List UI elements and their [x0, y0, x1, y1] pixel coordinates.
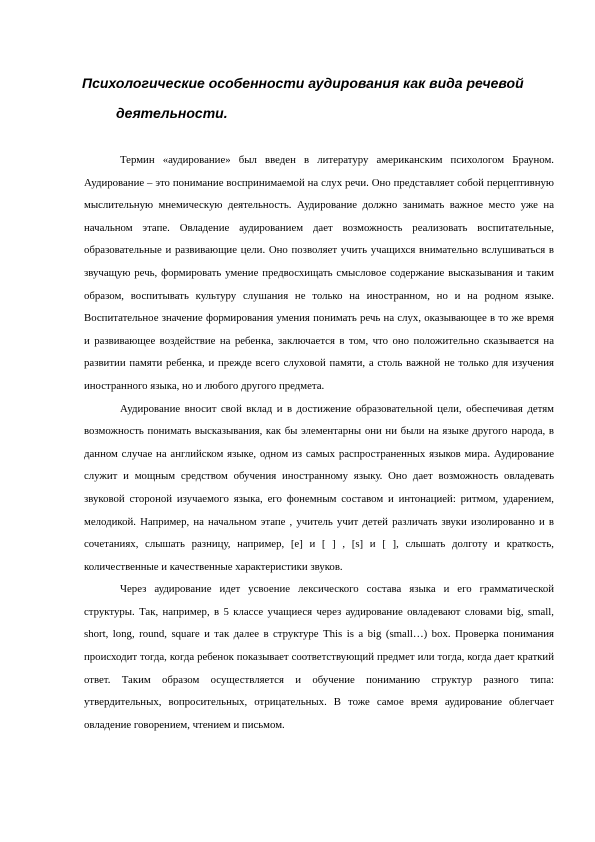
title-line-1: Психологические особенности аудирования как вида речевой — [82, 75, 524, 91]
paragraph-2: Аудирование вносит свой вклад и в достижение образовательной цели, обеспечивая детям возможность понимать высказывания, как бы элементарны они ни были на языке другого народа, в данном случае на английском языке, одном из самых распространенных языков мира. Аудирование служит и мощным средством обучения иностранному языку. Оно дает возможность овладевать звуковой стороной изучаемого языка, его фонемным составом и интонацией: ритмом, ударением, мелодикой. Например, на начальном этапе , учитель учит детей различать звуки изолированно и в сочетаниях, слышать разницу, например, [e] и [ ] , [s] и [ ], слышать долготу и краткость, количественные и качественные характеристики звуков. — [84, 402, 554, 573]
title-line-2: деятельности. — [116, 105, 228, 121]
paragraph-1: Термин «аудирование» был введен в литературу американским психологом Брауном. Аудирование – это понимание воспринимаемой на слух речи. Оно представляет собой перцептивную мыслительную мнемическую деятельность. Аудирование должно занимать важное место уже на начальном этапе. Овладение аудированием дает возможность реализовать воспитательные, образовательные и развивающие цели. Оно позволяет учить учащихся внимательно вслушиваться в звучащую речь, формировать умение предвосхищать смысловое содержание высказывания и таким образом, воспитывать культуру слушания не только на иностранном, но и на родном языке. Воспитательное значение формирования умения понимать речь на слух, оказывающее в то же время и развивающее воздействие на ребенка, заключается в том, что оно положительно сказывается на развитии памяти ребенка, и прежде всего слуховой памяти, а столь важной не только для изучения иностранного языка, но и любого другого предмета. — [84, 154, 554, 392]
document-title — [82, 68, 542, 128]
document-body — [84, 149, 554, 736]
paragraph-3: Через аудирование идет усвоение лексического состава языка и его грамматической структуры. Так, например, в 5 классе учащиеся через аудирование овладевают словами big, small, short, long, round, square и так далее в структуре This is a big (small…) box. Проверка понимания происходит тогда, когда ребенок показывает соответствующий предмет или тогда, когда дает краткий ответ. Таким образом осуществляется и обучение пониманию структур разного типа: утвердительных, вопросительных, отрицательных. В тоже самое время аудирование облегчает овладение говорением, чтением и письмом. — [84, 583, 554, 731]
